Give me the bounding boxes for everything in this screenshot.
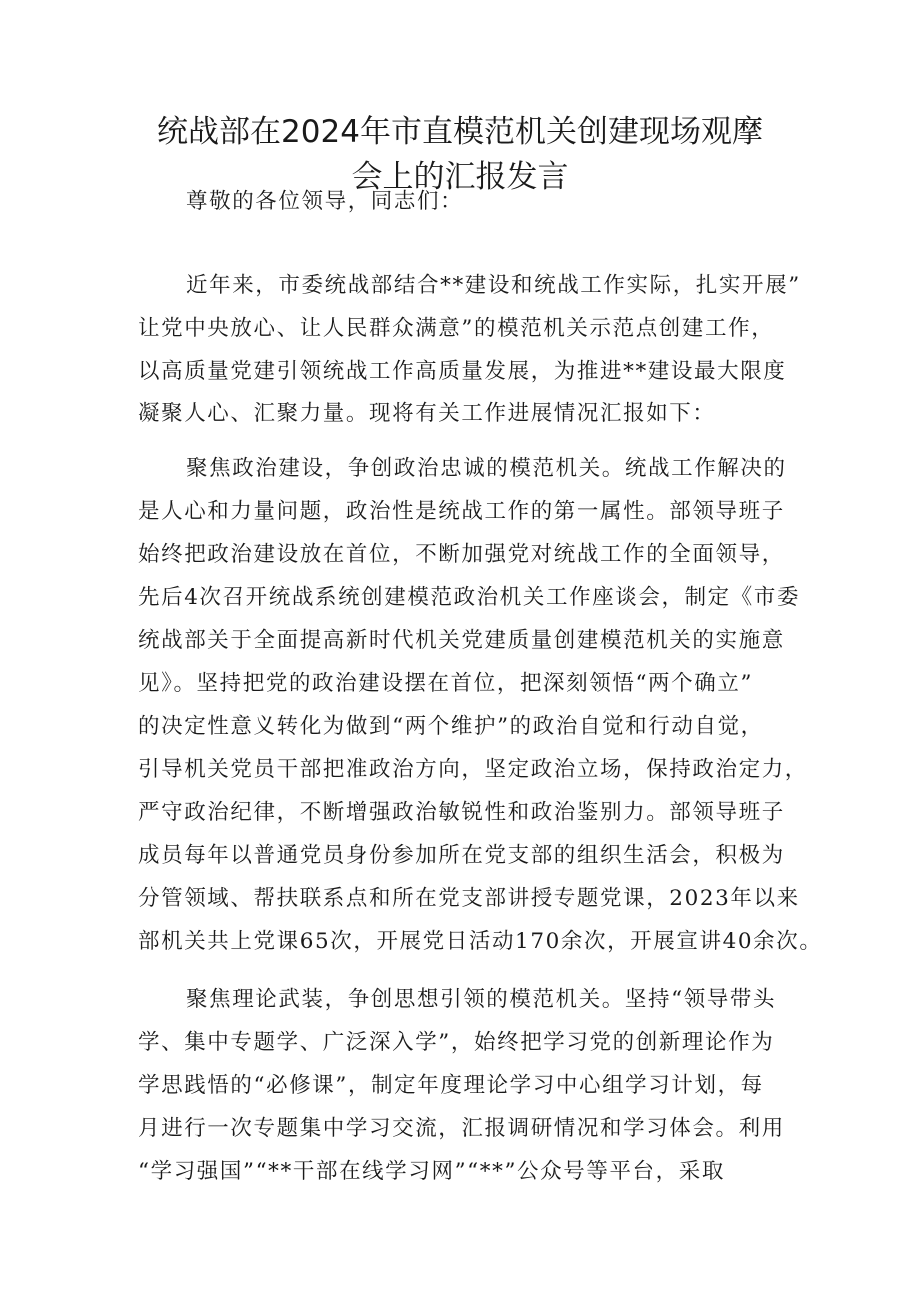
paragraph-2-line: 分管领域、帮扶联系点和所在党支部讲授专题党课，2023年以来 (138, 886, 800, 911)
paragraph-1-line: 让党中央放心、让人民群众满意”的模范机关示范点创建工作， (138, 316, 775, 341)
paragraph-2-line: 先后4次召开统战系统创建模范政治机关工作座谈会，制定《市委 (138, 585, 801, 610)
document-title-line-2: 会上的汇报发言 (351, 159, 569, 195)
paragraph-2-line: 部机关共上党课65次，开展党日活动170余次，开展宣讲40余次。 (138, 929, 823, 954)
paragraph-2-line: 的决定性意义转化为做到“两个维护”的政治自觉和行动自觉， (138, 714, 764, 739)
paragraph-3-line: 学思践悟的“必修课”，制定年度理论学习中心组学习计划，每 (138, 1073, 764, 1098)
paragraph-3-line: 月进行一次专题集中学习交流，汇报调研情况和学习体会。利用 (138, 1116, 785, 1141)
paragraph-1-line: 凝聚人心、汇聚力量。现将有关工作进展情况汇报如下： (138, 401, 716, 426)
salutation: 尊敬的各位领导，同志们： (186, 189, 464, 214)
paragraph-2-line: 引导机关党员干部把准政治方向，坚定政治立场，保持政治定力， (138, 757, 808, 782)
paragraph-2-line: 是人心和力量问题，政治性是统战工作的第一属性。部领导班子 (138, 499, 785, 524)
paragraph-2-line: 始终把政治建设放在首位，不断加强党对统战工作的全面领导， (138, 542, 785, 567)
paragraph-2-line: 统战部关于全面提高新时代机关党建质量创建模范机关的实施意 (138, 628, 785, 653)
paragraph-2-line: 聚焦政治建设，争创政治忠诚的模范机关。统战工作解决的 (186, 456, 787, 481)
paragraph-3-line: 聚焦理论武装，争创思想引领的模范机关。坚持“领导带头 (186, 987, 777, 1012)
paragraph-3-line: 学、集中专题学、广泛深入学”，始终把学习党的创新理论作为 (138, 1030, 775, 1055)
paragraph-2-line: 见》。坚持把党的政治建设摆在首位，把深刻领悟“两个确立” (138, 671, 754, 696)
paragraph-1-line: 近年来，市委统战部结合**建设和统战工作实际，扎实开展” (186, 273, 801, 298)
paragraph-3-line: “学习强国”“**干部在线学习网”“**”公众号等平台，采取 (138, 1159, 725, 1184)
paragraph-2-line: 严守政治纪律，不断增强政治敏锐性和政治鉴别力。部领导班子 (138, 800, 785, 825)
paragraph-2-line: 成员每年以普通党员身份参加所在党支部的组织生活会，积极为 (138, 843, 785, 868)
document-title-line-1: 统战部在2024年市直模范机关创建现场观摩 (157, 114, 763, 150)
paragraph-1-line: 以高质量党建引领统战工作高质量发展，为推进**建设最大限度 (138, 359, 787, 384)
